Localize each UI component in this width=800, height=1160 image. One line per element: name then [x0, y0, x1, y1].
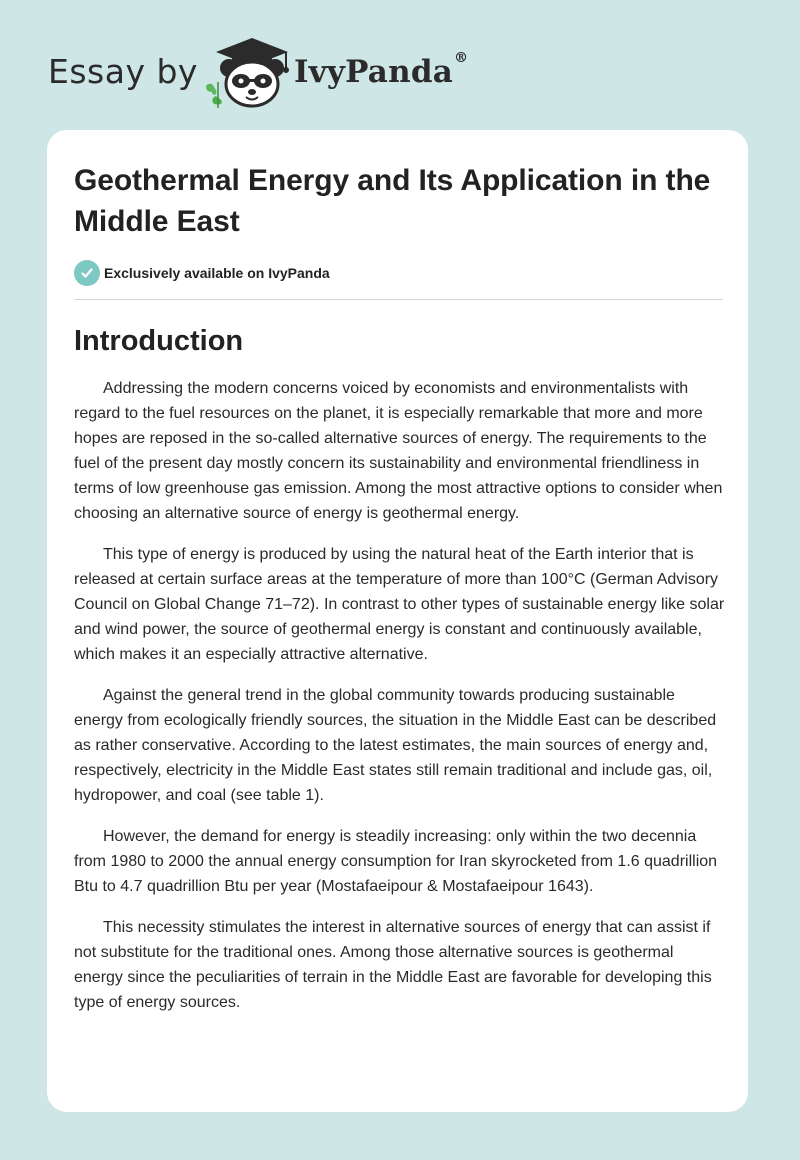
brand-name[interactable] [294, 50, 469, 90]
divider [74, 299, 723, 300]
paragraph: Against the general trend in the global community towards producing sustainable energy from ecologically friendly sources, the situation in the Middle East can be described as rather conservative. According to the latest estimates, the main sources of energy and, respectively, electricity in the Middle East states still remain traditional and include gas, oil, hydropower, and coal (see table 1). [74, 687, 717, 804]
section-heading: Introduction [74, 325, 244, 357]
check-circle-icon [74, 260, 100, 286]
exclusive-badge [74, 259, 724, 286]
article-title: Geothermal Energy and Its Application in the Middle East [74, 164, 711, 238]
paragraph: Addressing the modern concerns voiced by economists and environmentalists with regard to the fuel resources on the planet, it is especially remarkable that more and more hopes are reposed in the so-called alternative sources of energy. The requirements to the fuel of the present day mostly concern its sustainability and environmental friendliness in terms of low greenhouse gas emission. Among the most attractive options to consider when choosing an alternative source of energy is geothermal energy. [74, 380, 723, 522]
brand-name-text: IvyPanda [294, 54, 453, 90]
paragraph: This type of energy is produced by using the natural heat of the Earth interior that is released at certain surface areas at the temperature of more than 100°C (German Advisory Council on Global Change 71–72). In contrast to other types of sustainable energy like solar and wind power, the source of geothermal energy is constant and continuously available, which makes it an especially attractive alternative. [74, 546, 725, 663]
article-content [74, 160, 724, 1031]
article-body [74, 376, 724, 1015]
panda-graduate-logo-icon[interactable] [202, 34, 294, 110]
paragraph: However, the demand for energy is steadily increasing: only within the two decennia from 1980 to 2000 the annual energy consumption for Iran skyrocketed from 1.6 quadrillion Btu to 4.7 quadrillion Btu per year (Mostafaeipour & Mostafaeipour 1643). [74, 828, 718, 895]
brand-header [48, 34, 508, 114]
essay-by-label: Essay by [48, 52, 198, 91]
paragraph: This necessity stimulates the interest in alternative sources of energy that can assist if not substitute for the traditional ones. Among those alternative sources is geothermal energy since the peculiarities of terrain in the Middle East are favorable for developing this type of energy sources. [74, 919, 712, 1011]
registered-mark: ® [454, 50, 469, 66]
exclusive-badge-label: Exclusively available on IvyPanda [104, 264, 330, 281]
article-card [47, 130, 748, 1112]
